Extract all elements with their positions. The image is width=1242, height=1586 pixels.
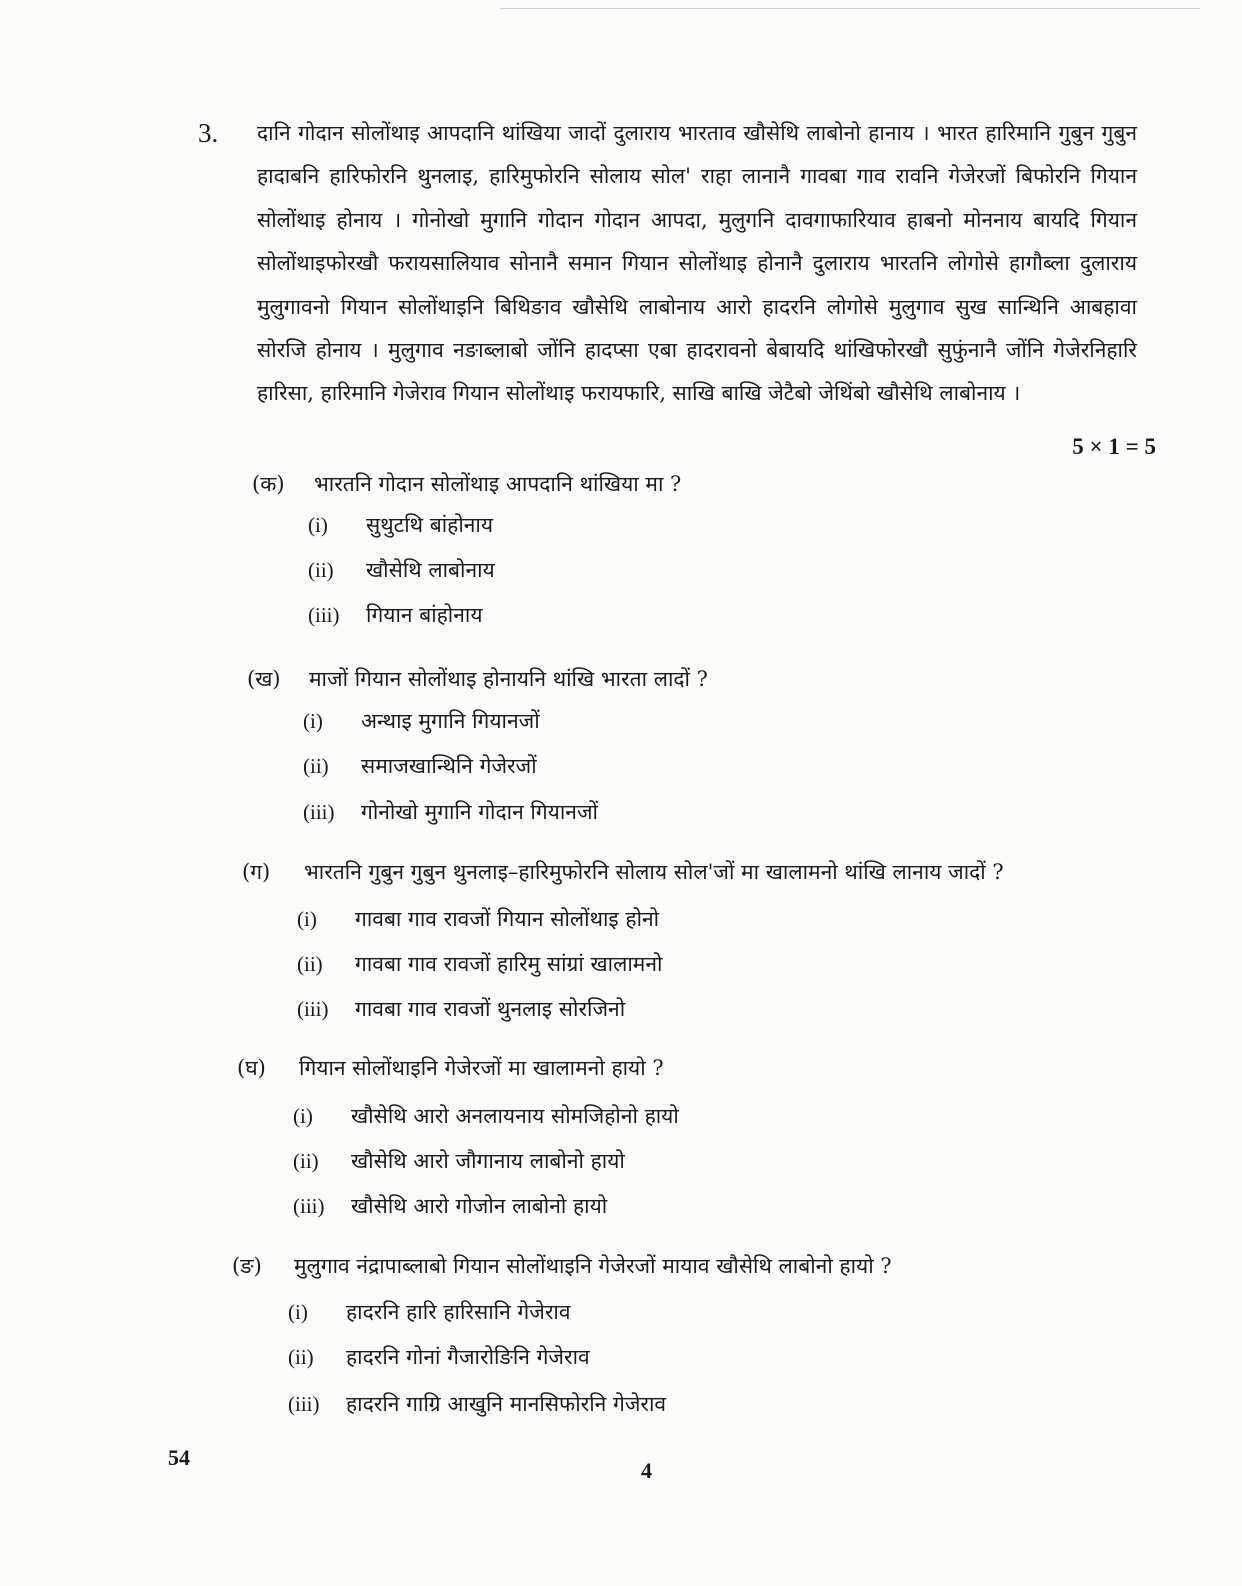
option-text: हादरनि गाग्रि आखुनि मानसिफोरनि गेजेराव (346, 1392, 667, 1416)
option-ga-iii (297, 995, 997, 1023)
option-number: (ii) (297, 952, 323, 976)
sub-question-text: माजों गियान सोलोंथाइ होनायनि थांखि भारता लादों ? (309, 667, 708, 691)
option-number: (iii) (293, 1194, 325, 1218)
option-text: हादरनि हारि हारिसानि गेजेराव (346, 1300, 571, 1324)
option-gha-iii (293, 1192, 993, 1220)
paper-code: 54 (168, 1445, 190, 1470)
sub-question-label: (ख) (247, 667, 281, 691)
option-text: खौसेथि आरो गोजोन लाबोनो हायो (351, 1194, 608, 1218)
option-number: (ii) (288, 1345, 314, 1369)
option-nga-iii (288, 1390, 988, 1418)
option-nga-i (288, 1298, 988, 1326)
option-text: गियान बांहोनाय (366, 603, 483, 627)
sub-question-label: (क) (252, 472, 285, 496)
sub-question-label: (ग) (242, 860, 271, 884)
top-rule (500, 8, 1200, 9)
option-gha-i (293, 1102, 993, 1130)
option-number: (ii) (303, 754, 329, 778)
option-text: सुथुटथि बांहोनाय (366, 513, 494, 537)
option-kha-iii (303, 798, 1003, 826)
option-number: (iii) (288, 1392, 320, 1416)
sub-question-ga (242, 858, 1202, 886)
sub-question-text: गियान सोलोंथाइनि गेजेरजों मा खालामनो हायो ? (299, 1056, 664, 1080)
option-ga-i (297, 905, 997, 933)
option-ka-i (308, 511, 1008, 539)
option-ka-ii (308, 556, 1008, 584)
option-ga-ii (297, 950, 997, 978)
option-gha-ii (293, 1147, 993, 1175)
option-number: (i) (293, 1104, 313, 1128)
option-text: हादरनि गोनां गैजारोङिनि गेजेराव (346, 1345, 590, 1369)
option-kha-i (303, 707, 1003, 735)
sub-question-gha (237, 1054, 1197, 1082)
option-text: गोनोखो मुगानि गोदान गियानजों (361, 800, 598, 824)
option-text: समाजखान्थिनि गेजेरजों (361, 754, 537, 778)
option-text: अन्थाइ मुगानि गियानजों (361, 709, 540, 733)
option-number: (ii) (308, 558, 334, 582)
option-number: (iii) (308, 603, 340, 627)
question-number: 3. (198, 118, 219, 148)
option-number: (i) (297, 907, 317, 931)
option-kha-ii (303, 752, 1003, 780)
option-text: खौसेथि आरो जौगानाय लाबोनो हायो (351, 1149, 625, 1173)
sub-question-text: मुलुगाव नंद्रापाब्लाबो गियान सोलोंथाइनि गेजेरजों मायाव खौसेथि लाबोनो हायो ? (294, 1254, 892, 1278)
option-number: (ii) (293, 1149, 319, 1173)
passage: दानि गोदान सोलोंथाइ आपदानि थांखिया जादों दुलाराय भारताव खौसेथि लाबोनो हानाय । भारत हारिमानि गुबुन गुबुन हादाबनि हारिफोरनि थुनलाइ, हारिमुफोरनि सोलाय सोल' राहा लानानै गावबा गाव रावनि गेजेरजों बिफोरनि गियान सोलोंथाइ होनाय । गोनोखो मुगानि गोदान गोदान आपदा, मुलुगनि दावगाफारियाव हाबनो मोननाय बायदि गियान सोलोंथाइफोरखौ फरायसालियाव सोनानै समान गियान सोलोंथाइ होनानै दुलाराय भारतनि लोगोसे हागौब्ला दुलाराय मुलुगावनो गियान सोलोंथाइनि बिथिङाव खौसेथि लाबोनाय आरो हादरनि लोगोसे मुलुगाव सुख सान्थिनि आबहावा सोरजि होनाय । मुलुगाव नङाब्लाबो जोंनि हादप्सा एबा हादरावनो बेबायदि थांखिफोरखौ सुफुंनानै जोंनि गेजेरनिहारि हारिसा, हारिमानि गेजेराव गियान सोलोंथाइ फरायफारि, साखि बाखि जेटैबो जेथिंबो खौसेथि लाबोनाय । (257, 121, 1137, 406)
option-text: खौसेथि लाबोनाय (366, 558, 495, 582)
option-text: खौसेथि आरो अनलायनाय सोमजिहोनो हायो (351, 1104, 679, 1128)
sub-question-text: भारतनि गुबुन गुबुन थुनलाइ–हारिमुफोरनि सोलाय सोल'जों मा खालामनो थांखि लानाय जादों ? (304, 860, 1004, 884)
sub-question-nga (232, 1252, 1192, 1280)
page-number: 4 (641, 1458, 652, 1483)
option-number: (iii) (303, 800, 335, 824)
sub-question-label: (ङ) (232, 1254, 262, 1278)
sub-question-text: भारतनि गोदान सोलोंथाइ आपदानि थांखिया मा ? (314, 472, 682, 496)
option-text: गावबा गाव रावजों गियान सोलोंथाइ होनो (355, 907, 660, 931)
option-number: (i) (303, 709, 323, 733)
sub-question-ka (252, 470, 1212, 498)
sub-question-label: (घ) (237, 1056, 266, 1080)
sub-question-kha (247, 665, 1207, 693)
option-text: गावबा गाव रावजों हारिमु सांग्रां खालामनो (355, 952, 663, 976)
option-ka-iii (308, 601, 1008, 629)
option-number: (i) (288, 1300, 308, 1324)
option-nga-ii (288, 1343, 988, 1371)
option-text: गावबा गाव रावजों थुनलाइ सोरजिनो (355, 997, 626, 1021)
marks-allocation: 5 × 1 = 5 (1072, 434, 1156, 459)
option-number: (iii) (297, 997, 329, 1021)
option-number: (i) (308, 513, 328, 537)
